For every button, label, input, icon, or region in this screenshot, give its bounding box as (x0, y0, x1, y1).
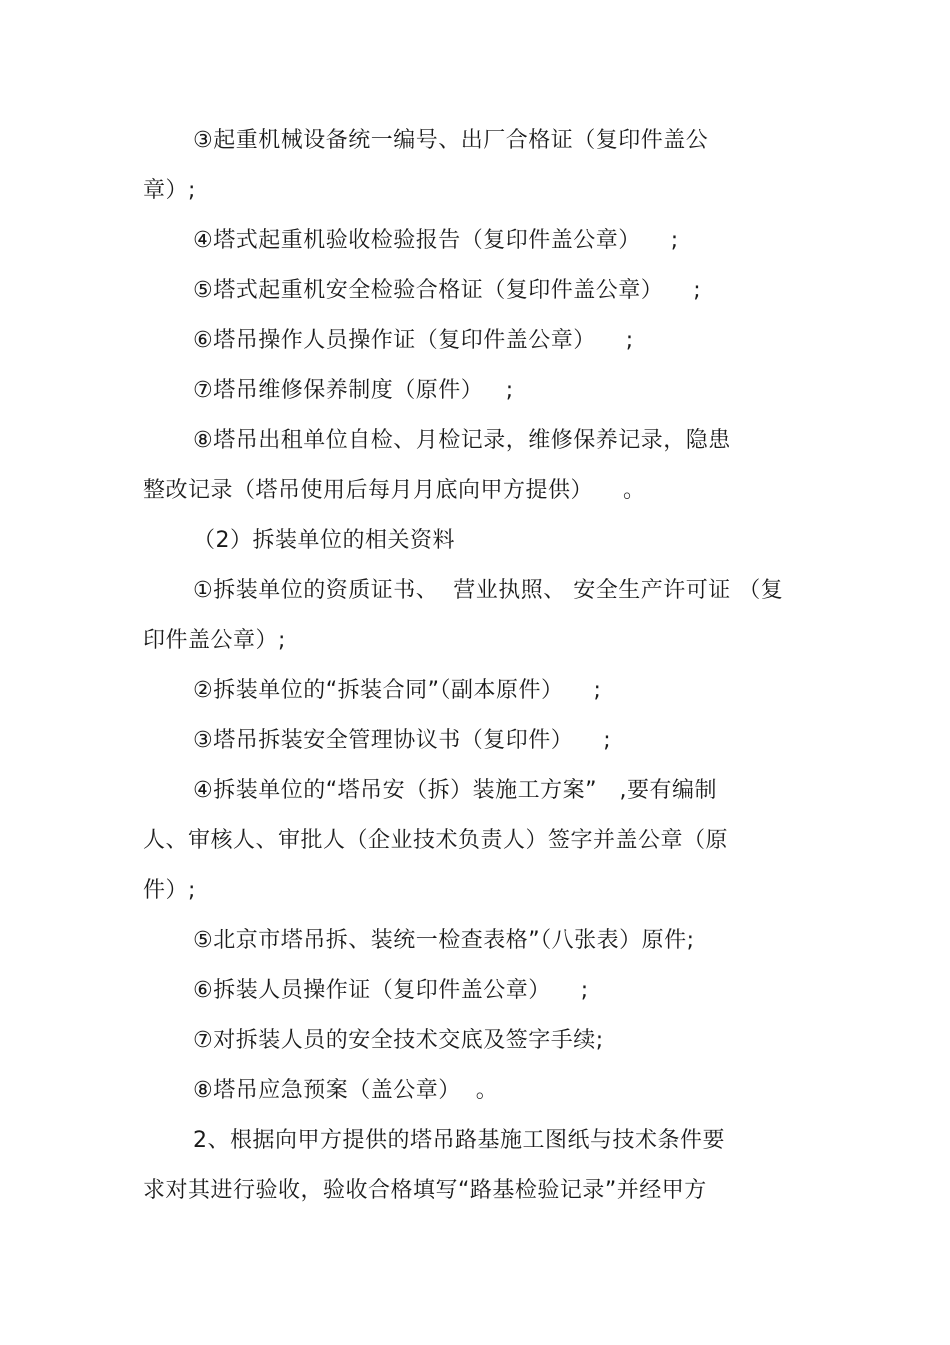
text-line: ⑧塔吊应急预案（盖公章） 。 (193, 1078, 499, 1103)
text-line: 人、审核人、审批人（企业技术负责人）签字并盖公章（原 (143, 828, 729, 853)
text-line: 印件盖公章）; (143, 628, 286, 653)
text-line: 整改记录（塔吊使用后每月月底向甲方提供） 。 (143, 478, 646, 503)
text-line: ③塔吊拆装安全管理协议书（复印件） ; (193, 728, 612, 753)
text-line: ④塔式起重机验收检验报告（复印件盖公章） ; (193, 228, 679, 253)
text-line: ⑥塔吊操作人员操作证（复印件盖公章） ; (193, 328, 634, 353)
text-line: ④拆装单位的“塔吊安（拆）装施工方案” ,要有编制 (193, 778, 717, 803)
text-line: ⑤北京市塔吊拆、装统一检查表格”（八张表）原件; (193, 928, 695, 953)
section-heading: （2）拆装单位的相关资料 (193, 528, 455, 553)
text-line: ⑦对拆装人员的安全技术交底及签字手续; (193, 1028, 604, 1053)
text-line: ②拆装单位的“拆装合同”（副本原件） ; (193, 678, 602, 703)
text-line: ③起重机械设备统一编号、出厂合格证（复印件盖公 (193, 128, 709, 153)
text-line: 求对其进行验收，验收合格填写“路基检验记录”并经甲方 (143, 1178, 707, 1203)
text-line: 2、根据向甲方提供的塔吊路基施工图纸与技术条件要 (193, 1128, 725, 1153)
text-line: 章）; (143, 178, 196, 203)
text-line: 件）; (143, 878, 196, 903)
text-line: ⑧塔吊出租单位自检、月检记录，维修保养记录，隐患 (193, 428, 731, 453)
text-line: ⑦塔吊维修保养制度（原件） ; (193, 378, 514, 403)
text-line: ①拆装单位的资质证书、 营业执照、 安全生产许可证 （复 (193, 578, 784, 603)
text-line: ⑥拆装人员操作证（复印件盖公章） ; (193, 978, 589, 1003)
text-line: ⑤塔式起重机安全检验合格证（复印件盖公章） ; (193, 278, 702, 303)
